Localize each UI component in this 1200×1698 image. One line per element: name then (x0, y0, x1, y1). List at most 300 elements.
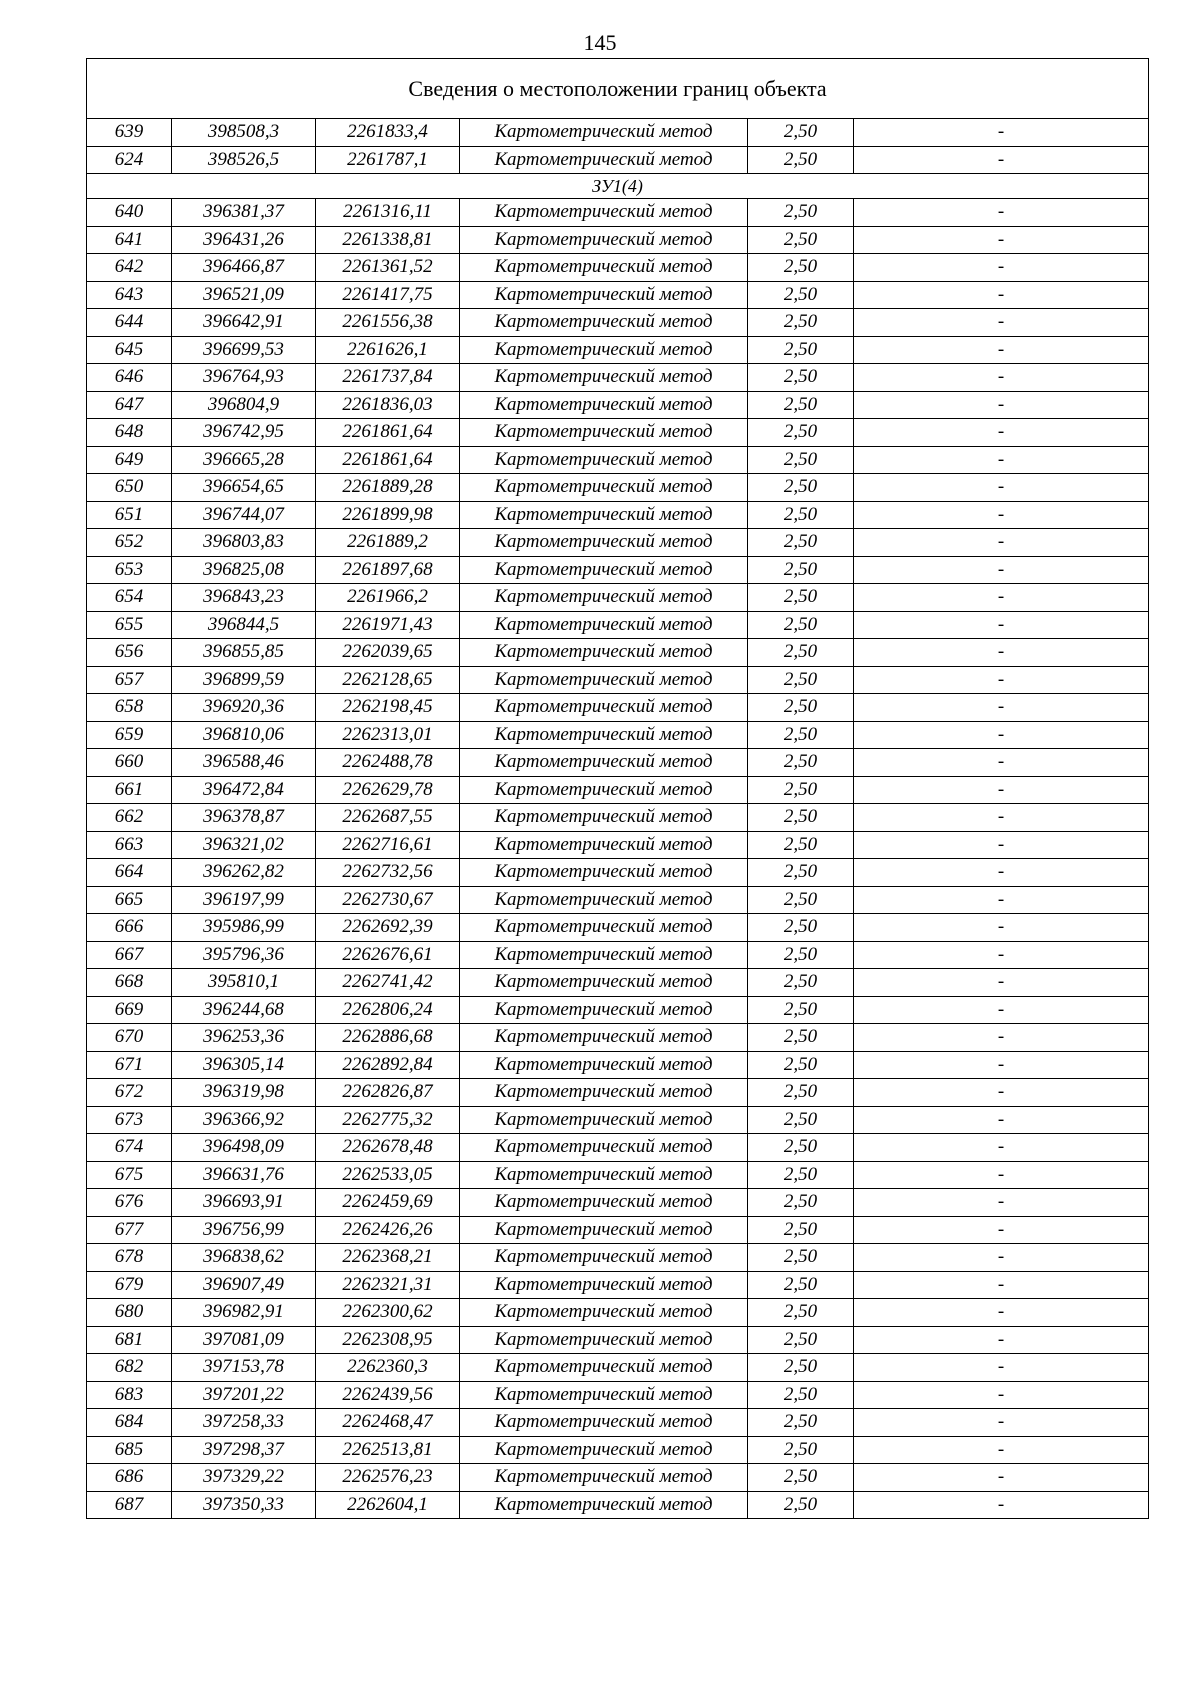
point-number-cell: 668 (87, 969, 172, 997)
x-coordinate-cell: 396197,99 (172, 886, 316, 914)
method-cell: Картометрический метод (460, 1409, 748, 1437)
table-row (87, 336, 1149, 364)
y-coordinate-cell: 2262513,81 (316, 1436, 460, 1464)
y-coordinate-cell: 2262313,01 (316, 721, 460, 749)
accuracy-cell: 2,50 (748, 694, 854, 722)
y-coordinate-cell: 2261361,52 (316, 254, 460, 282)
description-cell: - (854, 146, 1149, 174)
method-cell: Картометрический метод (460, 1189, 748, 1217)
accuracy-cell: 2,50 (748, 886, 854, 914)
accuracy-cell: 2,50 (748, 1381, 854, 1409)
accuracy-cell: 2,50 (748, 146, 854, 174)
point-number-cell: 658 (87, 694, 172, 722)
method-cell: Картометрический метод (460, 1326, 748, 1354)
description-cell: - (854, 1106, 1149, 1134)
table-row (87, 529, 1149, 557)
method-cell: Картометрический метод (460, 1051, 748, 1079)
y-coordinate-cell: 2261417,75 (316, 281, 460, 309)
page-number: 145 (583, 30, 617, 55)
description-cell: - (854, 226, 1149, 254)
point-number-cell: 654 (87, 584, 172, 612)
method-cell: Картометрический метод (460, 281, 748, 309)
y-coordinate-cell: 2262629,78 (316, 776, 460, 804)
description-cell: - (854, 1271, 1149, 1299)
y-coordinate-cell: 2262730,67 (316, 886, 460, 914)
description-cell: - (854, 969, 1149, 997)
point-number-cell: 667 (87, 941, 172, 969)
point-number-cell: 647 (87, 391, 172, 419)
table-row (87, 1299, 1149, 1327)
method-cell: Картометрический метод (460, 611, 748, 639)
description-cell: - (854, 1134, 1149, 1162)
point-number-cell: 662 (87, 804, 172, 832)
method-cell: Картометрический метод (460, 886, 748, 914)
y-coordinate-cell: 2262368,21 (316, 1244, 460, 1272)
description-cell: - (854, 1051, 1149, 1079)
point-number-cell: 670 (87, 1024, 172, 1052)
table-row (87, 1491, 1149, 1519)
table-row (87, 474, 1149, 502)
method-cell: Картометрический метод (460, 1024, 748, 1052)
y-coordinate-cell: 2261889,28 (316, 474, 460, 502)
description-cell: - (854, 309, 1149, 337)
method-cell: Картометрический метод (460, 914, 748, 942)
x-coordinate-cell: 396381,37 (172, 199, 316, 227)
accuracy-cell: 2,50 (748, 281, 854, 309)
y-coordinate-cell: 2262426,26 (316, 1216, 460, 1244)
description-cell: - (854, 1299, 1149, 1327)
description-cell: - (854, 1244, 1149, 1272)
accuracy-cell: 2,50 (748, 831, 854, 859)
y-coordinate-cell: 2262687,55 (316, 804, 460, 832)
accuracy-cell: 2,50 (748, 419, 854, 447)
description-cell: - (854, 639, 1149, 667)
description-cell: - (854, 1326, 1149, 1354)
description-cell: - (854, 556, 1149, 584)
y-coordinate-cell: 2261737,84 (316, 364, 460, 392)
description-cell: - (854, 584, 1149, 612)
point-number-cell: 639 (87, 119, 172, 147)
description-cell: - (854, 776, 1149, 804)
method-cell: Картометрический метод (460, 584, 748, 612)
description-cell: - (854, 804, 1149, 832)
y-coordinate-cell: 2261626,1 (316, 336, 460, 364)
method-cell: Картометрический метод (460, 254, 748, 282)
x-coordinate-cell: 397298,37 (172, 1436, 316, 1464)
accuracy-cell: 2,50 (748, 1024, 854, 1052)
table-row (87, 1381, 1149, 1409)
point-number-cell: 680 (87, 1299, 172, 1327)
y-coordinate-cell: 2262775,32 (316, 1106, 460, 1134)
description-cell: - (854, 1381, 1149, 1409)
table-row (87, 419, 1149, 447)
point-number-cell: 678 (87, 1244, 172, 1272)
method-cell: Картометрический метод (460, 309, 748, 337)
point-number-cell: 640 (87, 199, 172, 227)
y-coordinate-cell: 2262439,56 (316, 1381, 460, 1409)
x-coordinate-cell: 397329,22 (172, 1464, 316, 1492)
method-cell: Картометрический метод (460, 119, 748, 147)
x-coordinate-cell: 396907,49 (172, 1271, 316, 1299)
table-row (87, 611, 1149, 639)
method-cell: Картометрический метод (460, 694, 748, 722)
description-cell: - (854, 119, 1149, 147)
table-body (87, 59, 1149, 1519)
description-cell: - (854, 1491, 1149, 1519)
x-coordinate-cell: 397081,09 (172, 1326, 316, 1354)
accuracy-cell: 2,50 (748, 776, 854, 804)
description-cell: - (854, 1216, 1149, 1244)
table-row (87, 666, 1149, 694)
accuracy-cell: 2,50 (748, 501, 854, 529)
point-number-cell: 656 (87, 639, 172, 667)
accuracy-cell: 2,50 (748, 969, 854, 997)
x-coordinate-cell: 396844,5 (172, 611, 316, 639)
method-cell: Картометрический метод (460, 639, 748, 667)
point-number-cell: 686 (87, 1464, 172, 1492)
accuracy-cell: 2,50 (748, 1106, 854, 1134)
y-coordinate-cell: 2262308,95 (316, 1326, 460, 1354)
accuracy-cell: 2,50 (748, 529, 854, 557)
table-row (87, 254, 1149, 282)
method-cell: Картометрический метод (460, 859, 748, 887)
group-header-row (87, 174, 1149, 199)
point-number-cell: 683 (87, 1381, 172, 1409)
y-coordinate-cell: 2262468,47 (316, 1409, 460, 1437)
boundary-coordinates-table (86, 58, 1149, 1519)
point-number-cell: 657 (87, 666, 172, 694)
x-coordinate-cell: 396472,84 (172, 776, 316, 804)
point-number-cell: 682 (87, 1354, 172, 1382)
table-row (87, 146, 1149, 174)
table-row (87, 886, 1149, 914)
accuracy-cell: 2,50 (748, 1299, 854, 1327)
method-cell: Картометрический метод (460, 1491, 748, 1519)
method-cell: Картометрический метод (460, 996, 748, 1024)
y-coordinate-cell: 2261833,4 (316, 119, 460, 147)
x-coordinate-cell: 396262,82 (172, 859, 316, 887)
x-coordinate-cell: 396631,76 (172, 1161, 316, 1189)
description-cell: - (854, 1354, 1149, 1382)
point-number-cell: 664 (87, 859, 172, 887)
method-cell: Картометрический метод (460, 556, 748, 584)
point-number-cell: 655 (87, 611, 172, 639)
table-row (87, 1079, 1149, 1107)
x-coordinate-cell: 396744,07 (172, 501, 316, 529)
y-coordinate-cell: 2262488,78 (316, 749, 460, 777)
description-cell: - (854, 474, 1149, 502)
y-coordinate-cell: 2261316,11 (316, 199, 460, 227)
accuracy-cell: 2,50 (748, 1189, 854, 1217)
accuracy-cell: 2,50 (748, 914, 854, 942)
method-cell: Картометрический метод (460, 666, 748, 694)
table-title-row (87, 59, 1149, 119)
point-number-cell: 646 (87, 364, 172, 392)
point-number-cell: 652 (87, 529, 172, 557)
x-coordinate-cell: 397153,78 (172, 1354, 316, 1382)
accuracy-cell: 2,50 (748, 639, 854, 667)
y-coordinate-cell: 2262360,3 (316, 1354, 460, 1382)
table-row (87, 584, 1149, 612)
description-cell: - (854, 419, 1149, 447)
accuracy-cell: 2,50 (748, 804, 854, 832)
description-cell: - (854, 886, 1149, 914)
y-coordinate-cell: 2262198,45 (316, 694, 460, 722)
accuracy-cell: 2,50 (748, 996, 854, 1024)
description-cell: - (854, 749, 1149, 777)
y-coordinate-cell: 2262604,1 (316, 1491, 460, 1519)
x-coordinate-cell: 396319,98 (172, 1079, 316, 1107)
y-coordinate-cell: 2262886,68 (316, 1024, 460, 1052)
table-row (87, 1106, 1149, 1134)
description-cell: - (854, 721, 1149, 749)
table-row (87, 694, 1149, 722)
y-coordinate-cell: 2261861,64 (316, 419, 460, 447)
point-number-cell: 676 (87, 1189, 172, 1217)
accuracy-cell: 2,50 (748, 859, 854, 887)
point-number-cell: 641 (87, 226, 172, 254)
y-coordinate-cell: 2262576,23 (316, 1464, 460, 1492)
point-number-cell: 687 (87, 1491, 172, 1519)
x-coordinate-cell: 396588,46 (172, 749, 316, 777)
description-cell: - (854, 859, 1149, 887)
method-cell: Картометрический метод (460, 391, 748, 419)
table-row (87, 1354, 1149, 1382)
accuracy-cell: 2,50 (748, 336, 854, 364)
method-cell: Картометрический метод (460, 1079, 748, 1107)
x-coordinate-cell: 398526,5 (172, 146, 316, 174)
point-number-cell: 649 (87, 446, 172, 474)
accuracy-cell: 2,50 (748, 364, 854, 392)
x-coordinate-cell: 396920,36 (172, 694, 316, 722)
x-coordinate-cell: 396764,93 (172, 364, 316, 392)
table-row (87, 941, 1149, 969)
table-row (87, 776, 1149, 804)
point-number-cell: 673 (87, 1106, 172, 1134)
table-row (87, 391, 1149, 419)
y-coordinate-cell: 2261787,1 (316, 146, 460, 174)
x-coordinate-cell: 396642,91 (172, 309, 316, 337)
x-coordinate-cell: 396431,26 (172, 226, 316, 254)
description-cell: - (854, 611, 1149, 639)
point-number-cell: 672 (87, 1079, 172, 1107)
method-cell: Картометрический метод (460, 1106, 748, 1134)
x-coordinate-cell: 396982,91 (172, 1299, 316, 1327)
method-cell: Картометрический метод (460, 969, 748, 997)
point-number-cell: 684 (87, 1409, 172, 1437)
point-number-cell: 665 (87, 886, 172, 914)
accuracy-cell: 2,50 (748, 941, 854, 969)
y-coordinate-cell: 2262741,42 (316, 969, 460, 997)
method-cell: Картометрический метод (460, 941, 748, 969)
description-cell: - (854, 529, 1149, 557)
method-cell: Картометрический метод (460, 1381, 748, 1409)
x-coordinate-cell: 396838,62 (172, 1244, 316, 1272)
table-row (87, 1436, 1149, 1464)
point-number-cell: 674 (87, 1134, 172, 1162)
x-coordinate-cell: 396521,09 (172, 281, 316, 309)
accuracy-cell: 2,50 (748, 1326, 854, 1354)
y-coordinate-cell: 2262692,39 (316, 914, 460, 942)
description-cell: - (854, 914, 1149, 942)
group-label: ЗУ1(4) (87, 174, 1149, 199)
accuracy-cell: 2,50 (748, 254, 854, 282)
accuracy-cell: 2,50 (748, 749, 854, 777)
point-number-cell: 642 (87, 254, 172, 282)
table-row (87, 501, 1149, 529)
point-number-cell: 659 (87, 721, 172, 749)
description-cell: - (854, 831, 1149, 859)
y-coordinate-cell: 2262716,61 (316, 831, 460, 859)
description-cell: - (854, 281, 1149, 309)
method-cell: Картометрический метод (460, 776, 748, 804)
description-cell: - (854, 1436, 1149, 1464)
accuracy-cell: 2,50 (748, 1244, 854, 1272)
table-row (87, 1134, 1149, 1162)
x-coordinate-cell: 396654,65 (172, 474, 316, 502)
accuracy-cell: 2,50 (748, 1216, 854, 1244)
method-cell: Картометрический метод (460, 1271, 748, 1299)
point-number-cell: 675 (87, 1161, 172, 1189)
table-row (87, 119, 1149, 147)
accuracy-cell: 2,50 (748, 474, 854, 502)
x-coordinate-cell: 396693,91 (172, 1189, 316, 1217)
point-number-cell: 660 (87, 749, 172, 777)
x-coordinate-cell: 396466,87 (172, 254, 316, 282)
point-number-cell: 651 (87, 501, 172, 529)
method-cell: Картометрический метод (460, 1216, 748, 1244)
description-cell: - (854, 1409, 1149, 1437)
point-number-cell: 624 (87, 146, 172, 174)
table-row (87, 446, 1149, 474)
accuracy-cell: 2,50 (748, 1409, 854, 1437)
point-number-cell: 685 (87, 1436, 172, 1464)
point-number-cell: 645 (87, 336, 172, 364)
point-number-cell: 681 (87, 1326, 172, 1354)
accuracy-cell: 2,50 (748, 1491, 854, 1519)
table-row (87, 1161, 1149, 1189)
table-row (87, 1271, 1149, 1299)
method-cell: Картометрический метод (460, 336, 748, 364)
x-coordinate-cell: 396810,06 (172, 721, 316, 749)
method-cell: Картометрический метод (460, 419, 748, 447)
table-row (87, 281, 1149, 309)
table-row (87, 914, 1149, 942)
x-coordinate-cell: 396366,92 (172, 1106, 316, 1134)
description-cell: - (854, 666, 1149, 694)
x-coordinate-cell: 396804,9 (172, 391, 316, 419)
x-coordinate-cell: 397258,33 (172, 1409, 316, 1437)
description-cell: - (854, 501, 1149, 529)
table-row (87, 639, 1149, 667)
y-coordinate-cell: 2262128,65 (316, 666, 460, 694)
table-row (87, 1189, 1149, 1217)
y-coordinate-cell: 2262533,05 (316, 1161, 460, 1189)
x-coordinate-cell: 396665,28 (172, 446, 316, 474)
accuracy-cell: 2,50 (748, 446, 854, 474)
y-coordinate-cell: 2261966,2 (316, 584, 460, 612)
description-cell: - (854, 364, 1149, 392)
table-row (87, 1244, 1149, 1272)
method-cell: Картометрический метод (460, 1161, 748, 1189)
table-row (87, 859, 1149, 887)
method-cell: Картометрический метод (460, 446, 748, 474)
accuracy-cell: 2,50 (748, 666, 854, 694)
y-coordinate-cell: 2262826,87 (316, 1079, 460, 1107)
y-coordinate-cell: 2261897,68 (316, 556, 460, 584)
point-number-cell: 677 (87, 1216, 172, 1244)
table-row (87, 996, 1149, 1024)
table-title: Сведения о местоположении границ объекта (87, 59, 1149, 119)
method-cell: Картометрический метод (460, 146, 748, 174)
table-row (87, 831, 1149, 859)
method-cell: Картометрический метод (460, 721, 748, 749)
table-row (87, 1464, 1149, 1492)
y-coordinate-cell: 2262892,84 (316, 1051, 460, 1079)
point-number-cell: 644 (87, 309, 172, 337)
y-coordinate-cell: 2261556,38 (316, 309, 460, 337)
x-coordinate-cell: 397201,22 (172, 1381, 316, 1409)
accuracy-cell: 2,50 (748, 226, 854, 254)
y-coordinate-cell: 2262676,61 (316, 941, 460, 969)
point-number-cell: 643 (87, 281, 172, 309)
point-number-cell: 653 (87, 556, 172, 584)
table-row (87, 226, 1149, 254)
y-coordinate-cell: 2261338,81 (316, 226, 460, 254)
point-number-cell: 661 (87, 776, 172, 804)
accuracy-cell: 2,50 (748, 1079, 854, 1107)
method-cell: Картометрический метод (460, 1436, 748, 1464)
description-cell: - (854, 1161, 1149, 1189)
x-coordinate-cell: 396253,36 (172, 1024, 316, 1052)
x-coordinate-cell: 396742,95 (172, 419, 316, 447)
accuracy-cell: 2,50 (748, 119, 854, 147)
accuracy-cell: 2,50 (748, 199, 854, 227)
accuracy-cell: 2,50 (748, 721, 854, 749)
method-cell: Картометрический метод (460, 474, 748, 502)
table-row (87, 721, 1149, 749)
point-number-cell: 666 (87, 914, 172, 942)
point-number-cell: 669 (87, 996, 172, 1024)
x-coordinate-cell: 396321,02 (172, 831, 316, 859)
method-cell: Картометрический метод (460, 749, 748, 777)
table-row (87, 1024, 1149, 1052)
point-number-cell: 671 (87, 1051, 172, 1079)
table-row (87, 969, 1149, 997)
method-cell: Картометрический метод (460, 226, 748, 254)
y-coordinate-cell: 2261861,64 (316, 446, 460, 474)
y-coordinate-cell: 2262300,62 (316, 1299, 460, 1327)
accuracy-cell: 2,50 (748, 391, 854, 419)
x-coordinate-cell: 396244,68 (172, 996, 316, 1024)
x-coordinate-cell: 396855,85 (172, 639, 316, 667)
x-coordinate-cell: 396305,14 (172, 1051, 316, 1079)
accuracy-cell: 2,50 (748, 309, 854, 337)
method-cell: Картометрический метод (460, 1464, 748, 1492)
accuracy-cell: 2,50 (748, 1436, 854, 1464)
x-coordinate-cell: 396498,09 (172, 1134, 316, 1162)
accuracy-cell: 2,50 (748, 1051, 854, 1079)
method-cell: Картометрический метод (460, 804, 748, 832)
description-cell: - (854, 254, 1149, 282)
x-coordinate-cell: 395986,99 (172, 914, 316, 942)
method-cell: Картометрический метод (460, 1354, 748, 1382)
table-row (87, 1409, 1149, 1437)
method-cell: Картометрический метод (460, 1134, 748, 1162)
method-cell: Картометрический метод (460, 831, 748, 859)
method-cell: Картометрический метод (460, 1299, 748, 1327)
y-coordinate-cell: 2262321,31 (316, 1271, 460, 1299)
